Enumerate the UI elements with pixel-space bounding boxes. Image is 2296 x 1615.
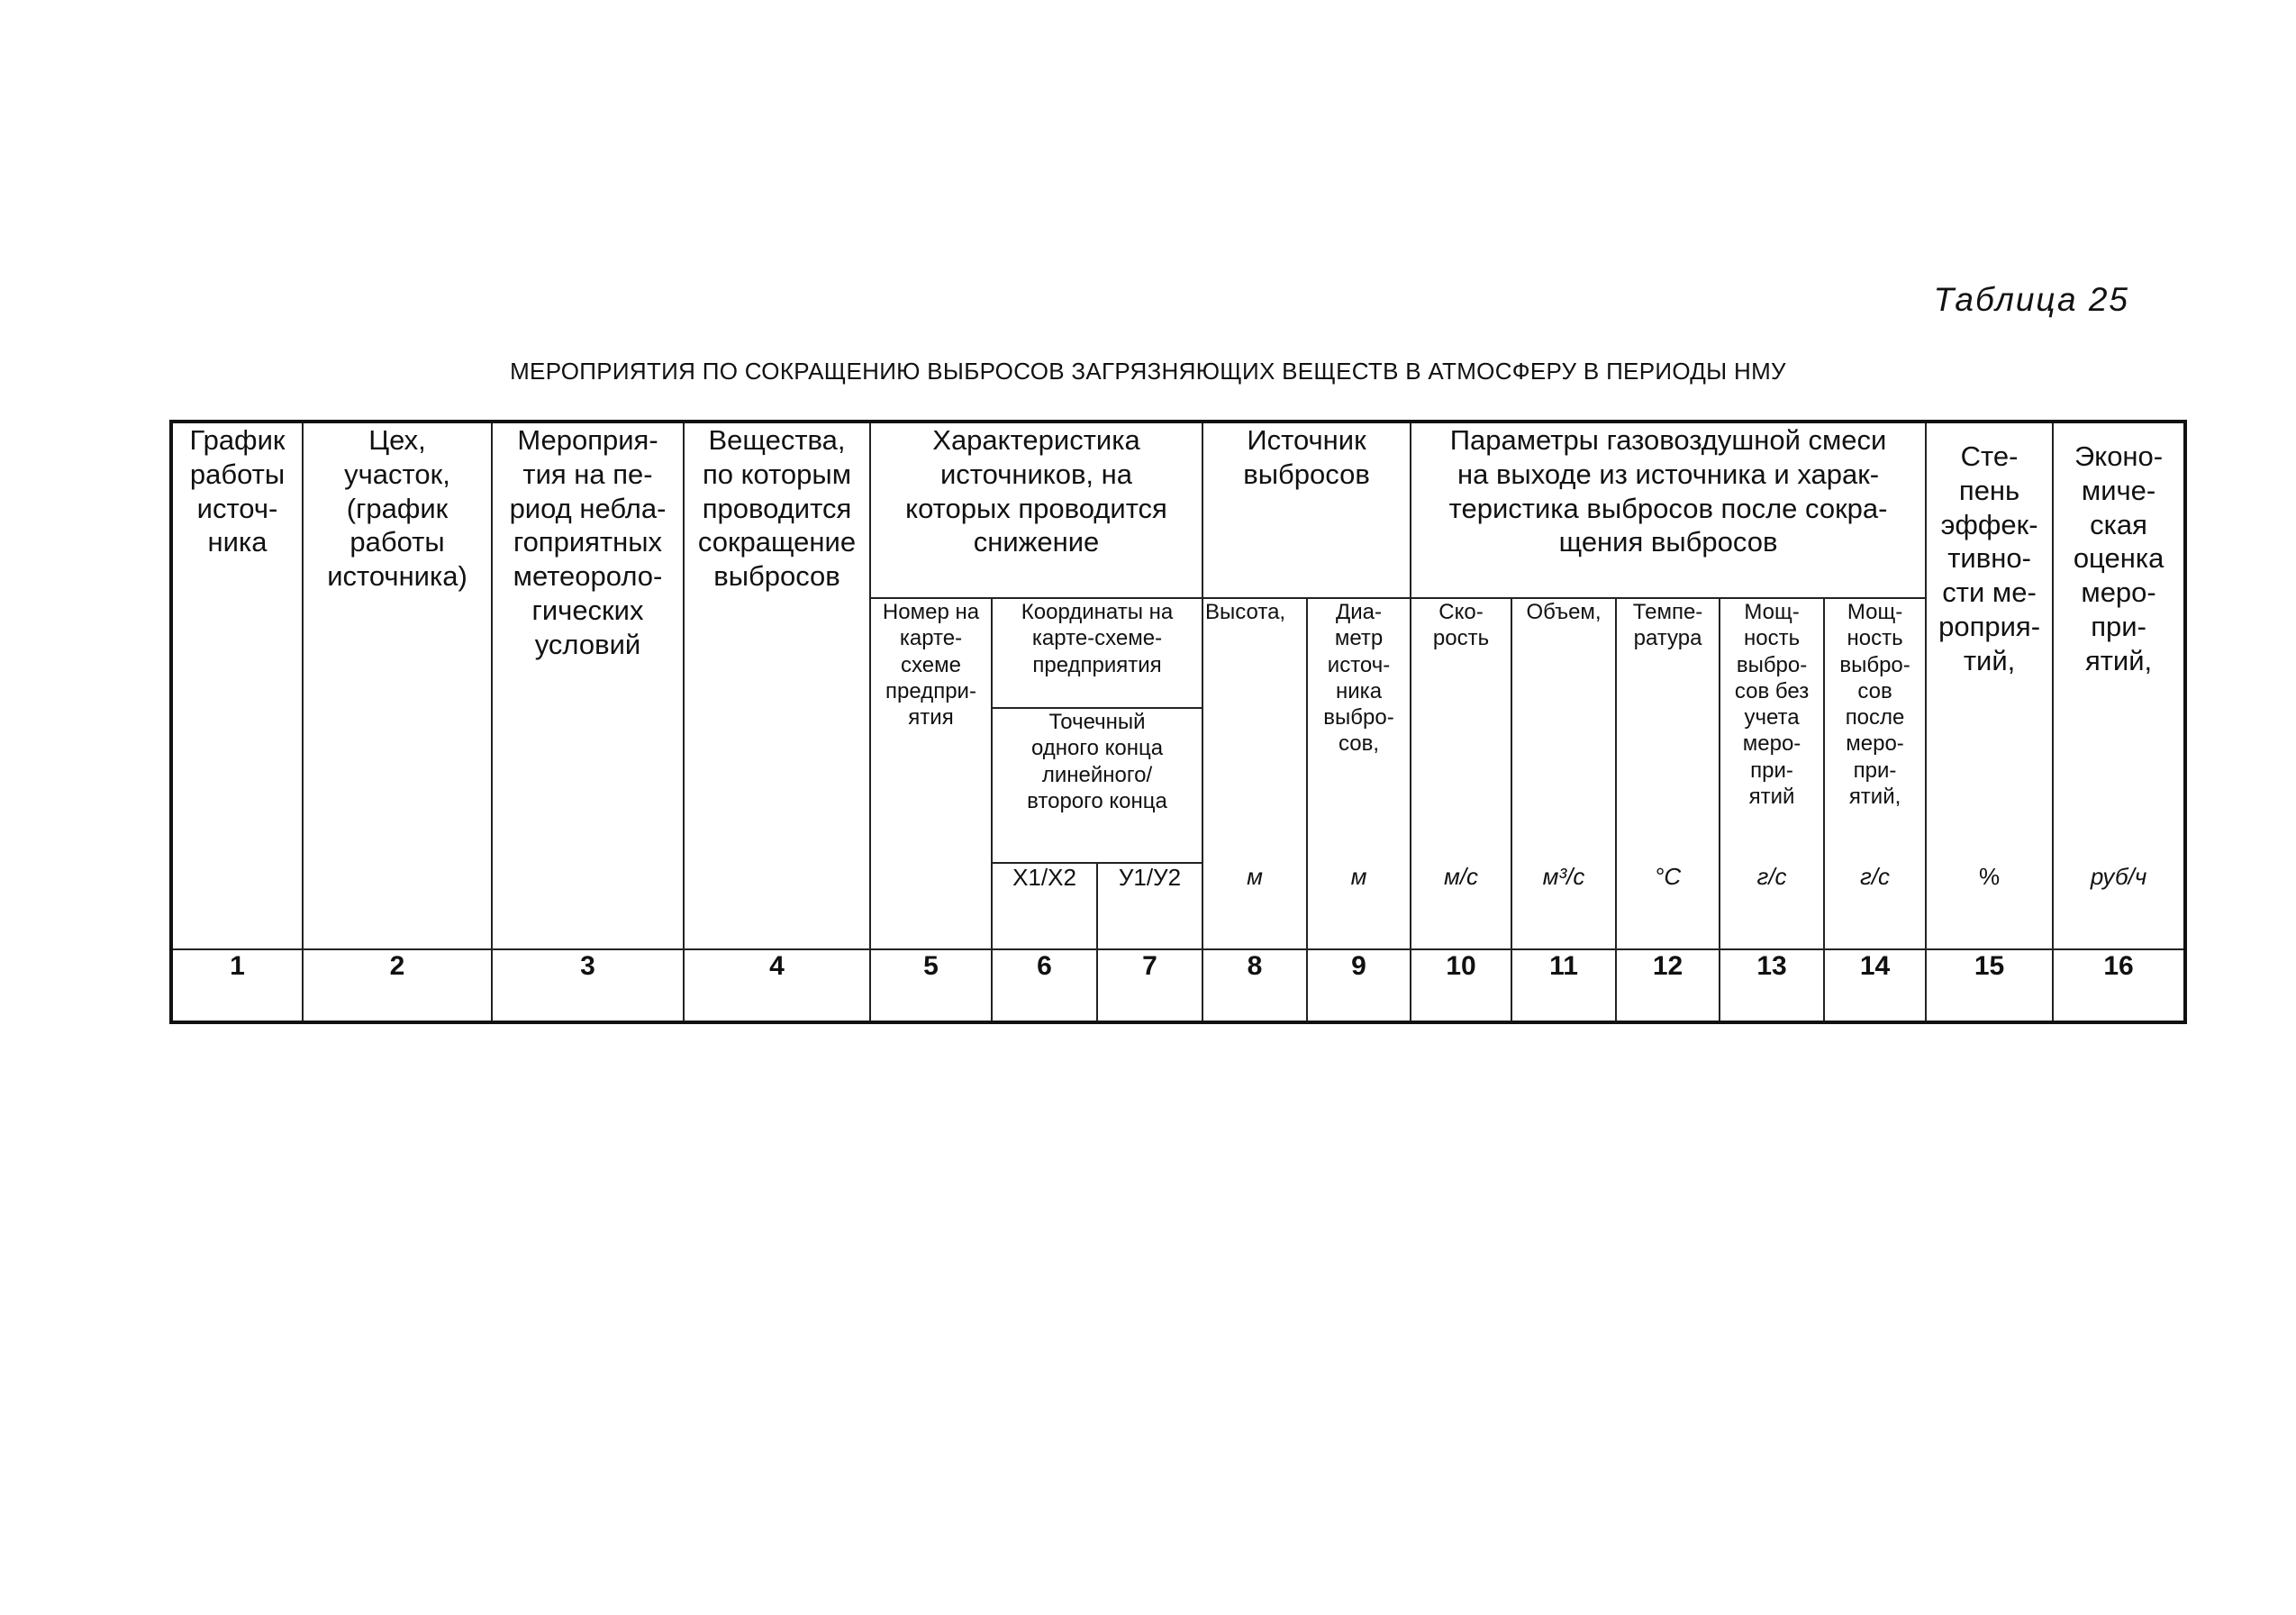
- column-number: 5: [870, 949, 992, 1022]
- column-number: 3: [492, 949, 684, 1022]
- column-number: 1: [171, 949, 303, 1022]
- header-emission-source: Источник выбросов: [1202, 422, 1411, 598]
- header-gas-parameters: Параметры газовоздушной смеси на выходе из источника и харак- теристика выбросов после сокра- щения выбросов: [1411, 422, 1926, 598]
- unit-efficiency: %: [1926, 863, 2053, 949]
- header-coordinates-type: Точечный одного конца линейного/ второго конца: [992, 708, 1202, 863]
- header-efficiency: Сте- пень эффек- тивно- сти ме- роприя- тий,: [1926, 422, 2053, 863]
- header-power-after: Мощ- ность выбро- сов после меро- при- ятий,: [1824, 598, 1926, 863]
- unit-speed: м/с: [1411, 863, 1511, 949]
- unit-power-before: г/с: [1720, 863, 1824, 949]
- document-title: МЕРОПРИЯТИЯ ПО СОКРАЩЕНИЮ ВЫБРОСОВ ЗАГРЯЗНЯЮЩИХ ВЕЩЕСТВ В АТМОСФЕРУ В ПЕРИОДЫ НМУ: [510, 358, 1786, 385]
- unit-diameter: м: [1307, 863, 1411, 949]
- column-number: 14: [1824, 949, 1926, 1022]
- header-height: Высота,: [1202, 598, 1307, 863]
- header-substances: Вещества, по которым проводится сокращение выбросов: [684, 422, 870, 949]
- column-number: 8: [1202, 949, 1307, 1022]
- header-volume: Объем,: [1511, 598, 1616, 863]
- header-schedule: График работы источ- ника: [171, 422, 303, 949]
- header-workshop: Цех, участок, (график работы источника): [303, 422, 492, 949]
- unit-volume: м³/с: [1511, 863, 1616, 949]
- header-temperature: Темпе- ратура: [1616, 598, 1720, 863]
- column-number: 16: [2053, 949, 2185, 1022]
- column-number: 13: [1720, 949, 1824, 1022]
- column-number: 4: [684, 949, 870, 1022]
- column-number: 11: [1511, 949, 1616, 1022]
- column-number: 12: [1616, 949, 1720, 1022]
- header-diameter: Диа- метр источ- ника выбро- сов,: [1307, 598, 1411, 863]
- unit-height: м: [1202, 863, 1307, 949]
- column-number: 2: [303, 949, 492, 1022]
- table-label: Таблица 25: [1933, 281, 2129, 318]
- measures-table: [169, 420, 2187, 1024]
- header-economic-assessment: Эконо- миче- ская оценка меро- при- ятий,: [2053, 422, 2185, 863]
- header-coordinates: Координаты на карте-схеме- предприятия: [992, 598, 1202, 708]
- unit-x: Х1/Х2: [992, 863, 1097, 949]
- column-number: 6: [992, 949, 1097, 1022]
- header-measures: Мероприя- тия на пе- риод небла- гоприятных метеороло- гических условий: [492, 422, 684, 949]
- header-power-before: Мощ- ность выбро- сов без учета меро- при- ятий: [1720, 598, 1824, 863]
- column-numbers-row: [171, 949, 2185, 1022]
- header-source-characteristics: Характеристика источников, на которых проводится снижение: [870, 422, 1202, 598]
- header-speed: Ско- рость: [1411, 598, 1511, 863]
- unit-economic: руб/ч: [2053, 863, 2185, 949]
- header-map-number: Номер на карте- схеме предпри- ятия: [870, 598, 992, 949]
- unit-y: У1/У2: [1097, 863, 1202, 949]
- column-number: 9: [1307, 949, 1411, 1022]
- column-number: 7: [1097, 949, 1202, 1022]
- unit-temperature: °С: [1616, 863, 1720, 949]
- column-number: 10: [1411, 949, 1511, 1022]
- unit-power-after: г/с: [1824, 863, 1926, 949]
- column-number: 15: [1926, 949, 2053, 1022]
